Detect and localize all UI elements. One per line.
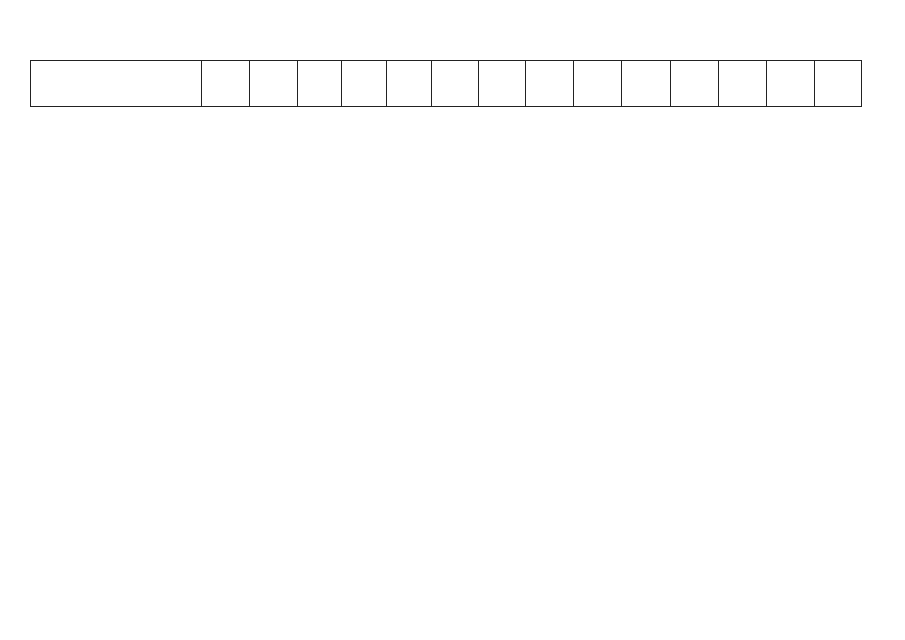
empty-cell <box>719 61 767 107</box>
empty-cell <box>250 61 298 107</box>
empty-cell <box>574 61 622 107</box>
report-table <box>30 60 862 107</box>
empty-cell <box>767 61 815 107</box>
empty-cell <box>671 61 719 107</box>
empty-cell <box>342 61 387 107</box>
empty-cell <box>479 61 526 107</box>
empty-cell <box>202 61 250 107</box>
empty-cell <box>387 61 432 107</box>
continuation-label <box>31 61 202 107</box>
empty-cell <box>622 61 671 107</box>
empty-cell <box>815 61 862 107</box>
empty-cell <box>432 61 479 107</box>
table-body <box>31 61 862 107</box>
empty-cell <box>526 61 574 107</box>
empty-cell <box>298 61 342 107</box>
continuation-row <box>31 61 862 107</box>
